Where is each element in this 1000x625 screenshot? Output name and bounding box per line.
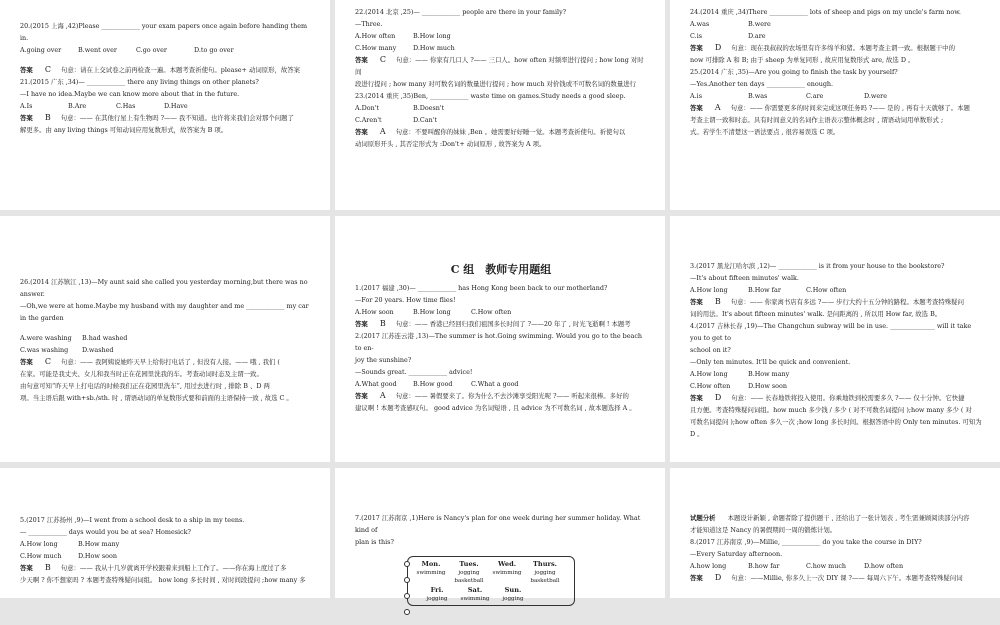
option: D.Have <box>164 102 188 110</box>
day-cell <box>494 585 532 603</box>
activity: swimming <box>492 570 522 576</box>
option: B.How long <box>413 32 451 40</box>
question-7: 7.(2017 江苏南京 ,1)Here is Nancy's plan for one week during her summer holiday. What kind of <box>355 514 641 534</box>
activity: jogging <box>502 596 524 602</box>
question-5-options-a <box>20 538 312 550</box>
question-1: 1.(2017 福建 ,30)— ____________ has Hong Kong been back to our motherland? <box>355 284 608 292</box>
option: A.How soon <box>355 308 394 316</box>
answer-line <box>20 112 312 124</box>
option: B.how far <box>748 562 780 570</box>
day-label: Sun. <box>504 586 522 594</box>
activity: swimming <box>416 570 446 576</box>
answer-line <box>690 42 982 54</box>
question-26-line2: —Oh,we were at home.Maybe my husband with my daughter and me ____________ my car in the garden <box>20 302 309 322</box>
answer-label: 答案 <box>20 66 33 74</box>
explanation-cont: 解更多。由 any living things 可知动词应用复数形式，故答案为 B 项。 <box>20 126 228 134</box>
question-26: 26.(2014 江苏镇江 ,13)—My aunt said she called you yesterday morning,but there was no answer. <box>20 278 308 298</box>
question-4-line3: —Only ten minutes. It'll be quick and convenient. <box>690 358 851 366</box>
question-20: 20.(2015 上海 ,42)Please ____________ your exam papers once again before handing them in. <box>20 22 308 42</box>
explanation: 句意：—— 在其他行星上有生物吗 ?—— 我不知道。也许将来我们会对那个问题了 <box>60 114 294 122</box>
question-4-options-b <box>690 380 982 392</box>
answer-label: 答案 <box>355 128 368 136</box>
explanation-cont: 段进行提问 ; how many 对可数名词的数量进行提问 ; how much 对价钱或不可数名词的数量进行 <box>355 80 636 88</box>
day-label: Mon. <box>421 560 441 568</box>
option: D.How much <box>413 44 455 52</box>
day-cell <box>488 559 526 585</box>
weekly-plan-table <box>407 556 575 606</box>
answer-letter: B <box>379 319 386 328</box>
explanation-cont: 由句意可知“昨天早上打电话的时候我们正在花园里洗车”, 用过去进行时 , 排除 B 、D 两 <box>20 382 270 390</box>
page-7 <box>0 468 330 598</box>
answer-letter: D <box>714 393 722 402</box>
option: A.How long <box>690 370 728 378</box>
option: A.was <box>690 20 710 28</box>
question-21-options <box>20 100 312 112</box>
ring-icon <box>404 609 410 615</box>
question-4-options-a <box>690 368 982 380</box>
answer-label: 答案 <box>690 574 703 582</box>
question-25-options <box>690 90 982 102</box>
option: A.How often <box>355 32 396 40</box>
explanation-cont: 且方便。考查特殊疑问词组。how much 多少钱 / 多少 ( 对不可数名词提问 );how many 多少 ( 对 <box>690 406 972 414</box>
answer-label: 答案 <box>690 394 703 402</box>
activity: jogging <box>426 596 448 602</box>
page-1 <box>0 0 330 210</box>
answer-label: 答案 <box>20 564 33 572</box>
answer-letter: D <box>714 573 722 582</box>
question-3: 3.(2017 黑龙江哈尔滨 ,12)— ____________ is it from your house to the bookstore? <box>690 262 945 270</box>
option: C.is <box>690 32 703 40</box>
section-title: C 组 教师专用题组 <box>450 263 552 276</box>
explanation-cont: 考查主谓一致和时态。具有时间意义的名词作主语表示整体概念时 , 谓语动词用单数形式 ; <box>690 116 944 124</box>
question-25-line2: —Yes.Another ten days ____________ enough. <box>690 80 834 88</box>
explanation-cont: 少天啊 ? 你不想家吗 ? 本题考查特殊疑问词组。 how long 多长时间 , 对时间段提问 ;how many 多 <box>20 576 306 584</box>
explanation: 句意：—— 暑假要来了。你为什么不去沙滩享受阳光呢 ?—— 听起来很棒。多好的 <box>395 392 629 400</box>
answer-label: 答案 <box>355 392 368 400</box>
answer-line <box>20 64 312 76</box>
explanation: 句意：—— 你家有几口人 ?—— 三口人。how often 对频率进行提问 ; how long 对时间 <box>355 56 644 76</box>
question-1-line2: —For 20 years. How time flies! <box>355 296 456 304</box>
option: B.Are <box>68 102 87 110</box>
day-cell <box>526 559 564 585</box>
answer-line <box>690 392 982 404</box>
option: C.was washing <box>20 346 69 354</box>
explanation: 句意：—— 你需要更多的时间来完成这项任务吗 ?—— 是的 , 再有十天就够了。本题 <box>730 104 970 112</box>
option: B.How many <box>78 540 120 548</box>
explanation-cont: 式。若学生不清楚这一语法要点 , 很容易误选 C 项。 <box>690 128 840 136</box>
option: C.How much <box>20 552 62 560</box>
week-row-1 <box>412 559 570 585</box>
explanation-cont: 动词原形开头 , 其否定形式为 :Don't+ 动词原形 , 故答案为 A 项。 <box>355 140 546 148</box>
question-4-line2: school on it? <box>690 346 731 354</box>
option: A.were washing <box>20 334 72 342</box>
option: C.how much <box>806 562 847 570</box>
activity: swimming <box>460 596 490 602</box>
option: D.How soon <box>78 552 117 560</box>
day-cell <box>418 585 456 603</box>
question-21-line2: —I have no idea.Maybe we can know more about that in the future. <box>20 90 240 98</box>
answer-letter: D <box>714 43 722 52</box>
option: C.How often <box>806 286 847 294</box>
answer-label: 答案 <box>690 44 703 52</box>
question-5: 5.(2017 江苏扬州 ,9)—I went from a school desk to a ship in my teens. <box>20 516 245 524</box>
option: D.how often <box>864 562 904 570</box>
option: B.How far <box>748 286 781 294</box>
answer-line <box>355 318 647 330</box>
week-row-2 <box>418 585 570 603</box>
explanation-cont: 词的用法。It's about fifteen minutes' walk. 是问距离的 , 所以用 How far, 故选 B。 <box>690 310 942 318</box>
page-5 <box>335 216 665 462</box>
explanation: 句意：请在上交试卷之前再检查一遍。本题考查祈使句。please+ 动词原形，故答案 <box>61 66 301 74</box>
answer-letter: B <box>714 297 721 306</box>
ring-icon <box>404 577 410 583</box>
activity: basketball <box>454 578 484 584</box>
option: A.is <box>690 92 702 100</box>
option: C.How often <box>471 308 512 316</box>
day-cell <box>456 585 494 603</box>
option: D.washed <box>82 346 114 354</box>
day-label: Tues. <box>459 560 479 568</box>
answer-line <box>355 390 647 402</box>
option: C.are <box>806 92 824 100</box>
question-24-options-a <box>690 18 982 30</box>
option: C.go over <box>136 46 167 54</box>
option: B.was <box>748 92 768 100</box>
explanation: 句意：—— 我从十几岁就离开学校跟着来到船上工作了。——你在海上度过了多 <box>60 564 287 572</box>
question-23-options-a <box>355 102 647 114</box>
question-5-options-b <box>20 550 312 562</box>
option: B.had washed <box>82 334 128 342</box>
explanation-cont: 建议啊 ! 本题考查感叹句。 good advice 为名词短语 , 且 advice 为不可数名词 , 故本题选择 A 。 <box>355 404 636 412</box>
ring-icon <box>404 561 410 567</box>
question-26-options-a <box>20 332 312 344</box>
question-26-options-b <box>20 344 312 356</box>
answer-label: 答案 <box>355 56 368 64</box>
explanation-cont: 在家。可能是我丈夫、女儿和我当时正在花园里洗我的车。考查动词时态及主谓一致。 <box>20 370 263 378</box>
option: A.How long <box>690 286 728 294</box>
option: C.How often <box>690 382 731 390</box>
question-7-line2: plan is this? <box>355 538 394 546</box>
question-23: 23.(2014 重庆 ,35)Ben, ____________ waste time on games.Study needs a good sleep. <box>355 92 626 100</box>
question-24: 24.(2014 重庆 ,34)There ____________ lots of sheep and pigs on my uncle's farm now. <box>690 8 961 16</box>
option: A.going over <box>20 46 62 54</box>
option: A.What good <box>355 380 397 388</box>
analysis-cont: 才能知道这是 Nancy 的暑假期间一周的锻炼计划。 <box>690 526 837 534</box>
question-2-line3: —Sounds great. ____________ advice! <box>355 368 473 376</box>
activity: jogging <box>458 570 480 576</box>
answer-label: 答案 <box>20 358 33 366</box>
question-22: 22.(2014 北京 ,25)— ____________ people are there in your family? <box>355 8 567 16</box>
question-24-options-b <box>690 30 982 42</box>
option: D.are <box>748 32 766 40</box>
answer-label: 答案 <box>690 298 703 306</box>
question-5-line2: — ____________ days would you be at sea? Homesick? <box>20 528 191 536</box>
analysis-text: 本题设计新颖 , 命题者除了提供题干 , 还给出了一张计划表 , 考生需兼顾阅读部分内容 <box>727 514 970 522</box>
explanation: 句意：—— 长春地铁将投入使用。你乘地铁到校需要多久 ?—— 仅十分钟。它快捷 <box>731 394 965 402</box>
answer-letter: B <box>44 113 51 122</box>
question-8: 8.(2017 江苏南京 ,9)—Millie, ____________ do you take the course in DIY? <box>690 538 922 546</box>
option: A.Don't <box>355 104 380 112</box>
explanation: 句意：—— 香港已经回归我们祖国多长时间了 ?——20 年了 , 时光飞逝啊 ! 本题考 <box>395 320 631 328</box>
page-6 <box>670 216 1000 462</box>
question-20-options <box>20 44 312 56</box>
option: D.Can't <box>413 116 438 124</box>
explanation: 句意：现在我叔叔的农场里有许多绵羊和猪。本题考查主谓一致。根据题干中的 <box>731 44 955 52</box>
answer-letter: C <box>44 65 51 74</box>
answer-line <box>355 126 647 138</box>
question-21: 21.(2015 广东 ,34)— ____________ there any living things on other planets? <box>20 78 259 86</box>
question-2: 2.(2017 江苏连云港 ,13)—The summer is hot.Going swimming. Would you go to the beach to en- <box>355 332 643 352</box>
question-22-line2: —Three. <box>355 20 383 28</box>
day-cell <box>450 559 488 585</box>
answer-letter: B <box>44 563 51 572</box>
explanation-cont: D 。 <box>690 430 704 438</box>
analysis-label: 试题分析 <box>690 514 716 522</box>
answer-letter: C <box>44 357 51 366</box>
option: B.How good <box>413 380 453 388</box>
explanation: 句意：—— 你家离书店有多远 ?—— 步行大约十五分钟的路程。本题考查特殊疑问 <box>730 298 964 306</box>
option: D.to go over <box>194 46 234 54</box>
answer-letter: A <box>379 391 386 400</box>
activity: basketball <box>530 578 560 584</box>
explanation: 句意：—— 我阿姨说她昨天早上给你打电话了 , 但没有人接。—— 哦 , 我们 ( <box>61 358 280 366</box>
question-2-line2: joy the sunshine? <box>355 356 412 364</box>
option: D.were <box>864 92 888 100</box>
question-22-options-a <box>355 30 647 42</box>
option: C.What a good <box>471 380 519 388</box>
day-cell <box>412 559 450 585</box>
question-8-line2: —Every Saturday afternoon. <box>690 550 783 558</box>
page-4 <box>0 216 330 462</box>
option: B.How long <box>413 308 451 316</box>
explanation: 句意：——Millie, 你多久上一次 DIY 课 ?—— 每周六下午。本题考查特殊疑问词 <box>731 574 963 582</box>
option: B.went over <box>78 46 117 54</box>
question-22-options-b <box>355 42 647 54</box>
option: B.How many <box>748 370 790 378</box>
question-2-options <box>355 378 647 390</box>
ring-icon <box>404 593 410 599</box>
explanation-cont: 项。当主语后跟 with+sb./sth. 时 , 谓语动词的单复数形式要和前面的主语保持一致 , 故选 C 。 <box>20 394 293 402</box>
answer-line <box>690 572 982 584</box>
option: C.Has <box>116 102 136 110</box>
day-label: Sat. <box>467 586 483 594</box>
answer-label: 答案 <box>20 114 33 122</box>
option: A.how long <box>690 562 727 570</box>
answer-letter: A <box>379 127 386 136</box>
option: C.How many <box>355 44 397 52</box>
binder-rings <box>404 561 410 625</box>
page-3 <box>670 0 1000 210</box>
page-9 <box>670 468 1000 598</box>
answer-letter: A <box>714 103 721 112</box>
question-25: 25.(2014 广东 ,35)—Are you going to finish the task by yourself? <box>690 68 898 76</box>
question-3-line2: —It's about fifteen minutes' walk. <box>690 274 799 282</box>
day-label: Thurs. <box>533 560 557 568</box>
option: B.Doesn't <box>413 104 445 112</box>
day-label: Wed. <box>498 560 516 568</box>
question-8-options <box>690 560 982 572</box>
option: A.How long <box>20 540 58 548</box>
option: B.were <box>748 20 771 28</box>
explanation-cont: 可数名词提问 );how often 多久一次 ;how long 多长时间。根据答语中的 Only ten minutes. 可知为 <box>690 418 982 426</box>
option: A.Is <box>20 102 33 110</box>
explanation: 句意：不要叫醒你的妹妹 ,Ben 。她需要好好睡一觉。本题考查祈使句。祈使句以 <box>395 128 626 136</box>
answer-line <box>690 296 982 308</box>
activity: jogging <box>534 570 556 576</box>
page-2 <box>335 0 665 210</box>
answer-line <box>20 562 312 574</box>
answer-label: 答案 <box>690 104 703 112</box>
question-4: 4.(2017 吉林长春 ,19)—The Changchun subway will be in use. ______________ will it take you to get to <box>690 322 972 342</box>
answer-line <box>355 54 647 78</box>
answer-letter: C <box>379 55 386 64</box>
page-8 <box>335 468 665 602</box>
analysis-line <box>690 512 982 524</box>
option: C.Aren't <box>355 116 382 124</box>
option: D.How soon <box>748 382 787 390</box>
answer-label: 答案 <box>355 320 368 328</box>
answer-line <box>20 356 312 368</box>
question-1-options <box>355 306 647 318</box>
question-23-options-b <box>355 114 647 126</box>
day-label: Fri. <box>430 586 444 594</box>
question-3-options <box>690 284 982 296</box>
answer-line <box>690 102 982 114</box>
explanation-cont: now 可排除 A 和 B; 由于 sheep 为单复同形 , 故应用复数形式 are, 故选 D 。 <box>690 56 915 64</box>
